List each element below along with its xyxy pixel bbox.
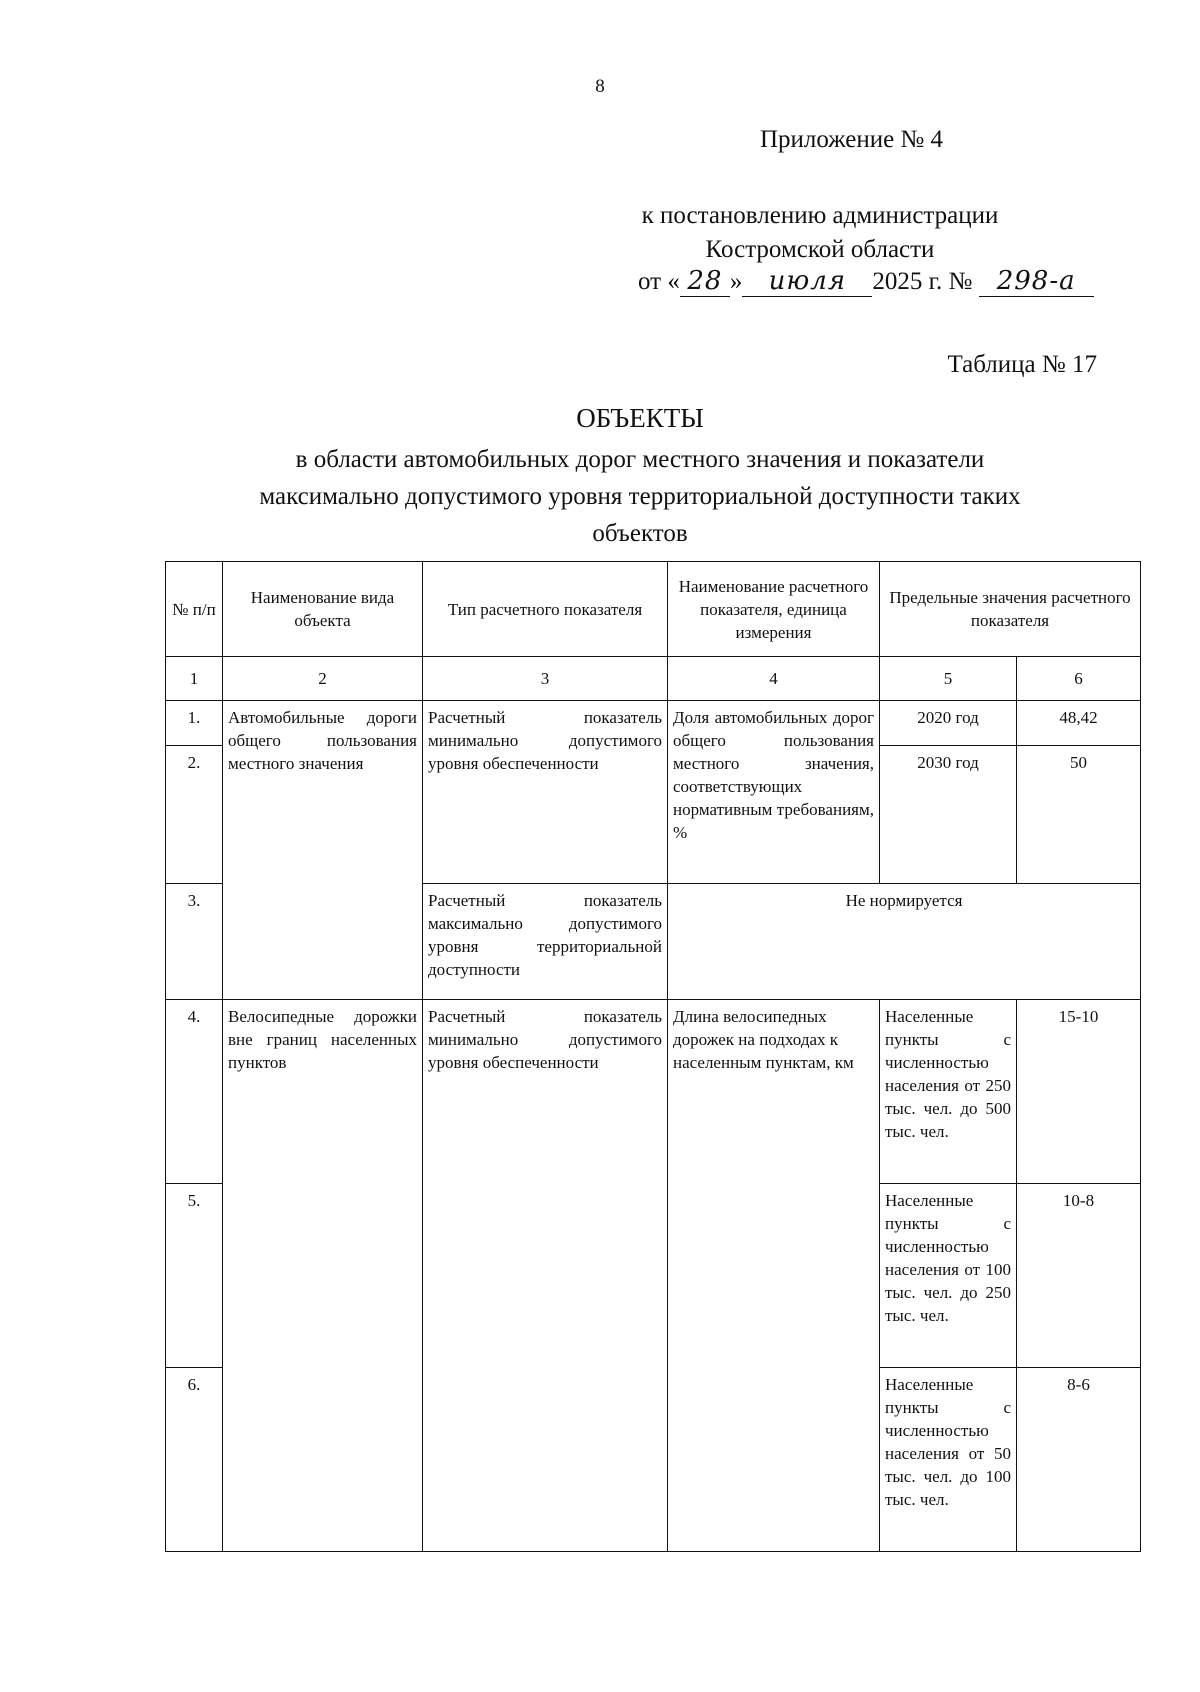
col-number-4: 4 <box>668 657 880 701</box>
value-cell: 48,42 <box>1017 701 1141 746</box>
col-number-1: 1 <box>166 657 223 701</box>
resolution-line-1: к постановлению администрации <box>641 202 999 229</box>
date-prefix: от « <box>638 268 680 295</box>
objects-table <box>165 561 1141 1552</box>
col-number-5: 5 <box>880 657 1017 701</box>
col-number-6: 6 <box>1017 657 1141 701</box>
indicator-type: Расчетный показатель минимально допустимого уровня обеспеченности <box>428 1007 662 1072</box>
settlement-range: Населенные пункты с численностью населения от 250 тыс. чел. до 500 тыс. чел. <box>885 1007 1011 1141</box>
object-name-cell <box>223 701 423 1000</box>
header-indicator-name: Наименование расчетного показателя, единица измерения <box>668 562 880 657</box>
settlement-cell <box>880 1368 1017 1552</box>
indicator-type-cell <box>423 1000 668 1552</box>
subtitle-line-2: максимально допустимого уровня территориальной доступности таких <box>259 483 1021 510</box>
settlement-range: Населенные пункты с численностью населения от 50 тыс. чел. до 100 тыс. чел. <box>885 1375 1011 1509</box>
handwritten-day: 28 <box>687 266 723 296</box>
row-num: 2. <box>166 746 223 884</box>
handwritten-day-field <box>680 266 730 297</box>
col-number-2: 2 <box>223 657 423 701</box>
handwritten-number: 298-а <box>996 266 1076 296</box>
indicator-name: Длина велосипедных дорожек на подходах к населенным пунктам, км <box>673 1007 854 1072</box>
handwritten-month: июля <box>768 266 847 296</box>
col-number-3: 3 <box>423 657 668 701</box>
table-header-row <box>166 562 1141 657</box>
object-name: Велосипедные дорожки вне границ населенных пунктов <box>228 1007 417 1072</box>
row-num: 6. <box>166 1368 223 1552</box>
indicator-name: Доля автомобильных дорог общего пользования местного значения, соответствующих нормативным требованиям, % <box>673 708 874 842</box>
value-cell: 8-6 <box>1017 1368 1141 1552</box>
table-label: Таблица № 17 <box>947 351 1097 378</box>
row-num: 1. <box>166 701 223 746</box>
header-num: № п/п <box>166 562 223 657</box>
indicator-name-cell <box>668 701 880 884</box>
indicator-type: Расчетный показатель максимально допустимого уровня территориальной доступности <box>428 891 662 979</box>
row-num: 4. <box>166 1000 223 1184</box>
not-normed-cell: Не нормируется <box>668 884 1141 1000</box>
handwritten-number-field <box>979 266 1094 297</box>
object-name-cell <box>223 1000 423 1552</box>
column-numbers-row <box>166 657 1141 701</box>
period-cell: 2020 год <box>880 701 1017 746</box>
document-subtitle <box>150 441 1130 552</box>
settlement-cell <box>880 1184 1017 1368</box>
settlement-cell <box>880 1000 1017 1184</box>
settlement-range: Населенные пункты с численностью населения от 100 тыс. чел. до 250 тыс. чел. <box>885 1191 1011 1325</box>
value-cell: 15-10 <box>1017 1000 1141 1184</box>
table-row <box>166 701 1141 746</box>
value-cell: 10-8 <box>1017 1184 1141 1368</box>
table-row <box>166 1000 1141 1184</box>
date-year: 2025 г. № <box>872 268 973 295</box>
header-object-name: Наименование вида объекта <box>223 562 423 657</box>
resolution-line-2: Костромской области <box>705 236 935 263</box>
header-limit-values: Предельные значения расчетного показателя <box>880 562 1141 657</box>
indicator-type-cell <box>423 701 668 884</box>
appendix-label: Приложение № 4 <box>760 126 944 153</box>
indicator-type-cell <box>423 884 668 1000</box>
indicator-type: Расчетный показатель минимально допустимого уровня обеспеченности <box>428 708 662 773</box>
document-title: ОБЪЕКТЫ <box>576 403 704 433</box>
value-cell: 50 <box>1017 746 1141 884</box>
period-cell: 2030 год <box>880 746 1017 884</box>
resolution-date-line <box>638 266 1094 297</box>
subtitle-line-3: объектов <box>592 520 688 547</box>
object-name: Автомобильные дороги общего пользования местного значения <box>228 708 417 773</box>
indicator-name-cell <box>668 1000 880 1552</box>
handwritten-month-field <box>742 266 872 297</box>
subtitle-line-1: в области автомобильных дорог местного значения и показатели <box>295 446 985 473</box>
row-num: 5. <box>166 1184 223 1368</box>
page-number: 8 <box>595 76 605 97</box>
date-mid: » <box>729 268 743 295</box>
row-num: 3. <box>166 884 223 1000</box>
header-indicator-type: Тип расчетного показателя <box>423 562 668 657</box>
